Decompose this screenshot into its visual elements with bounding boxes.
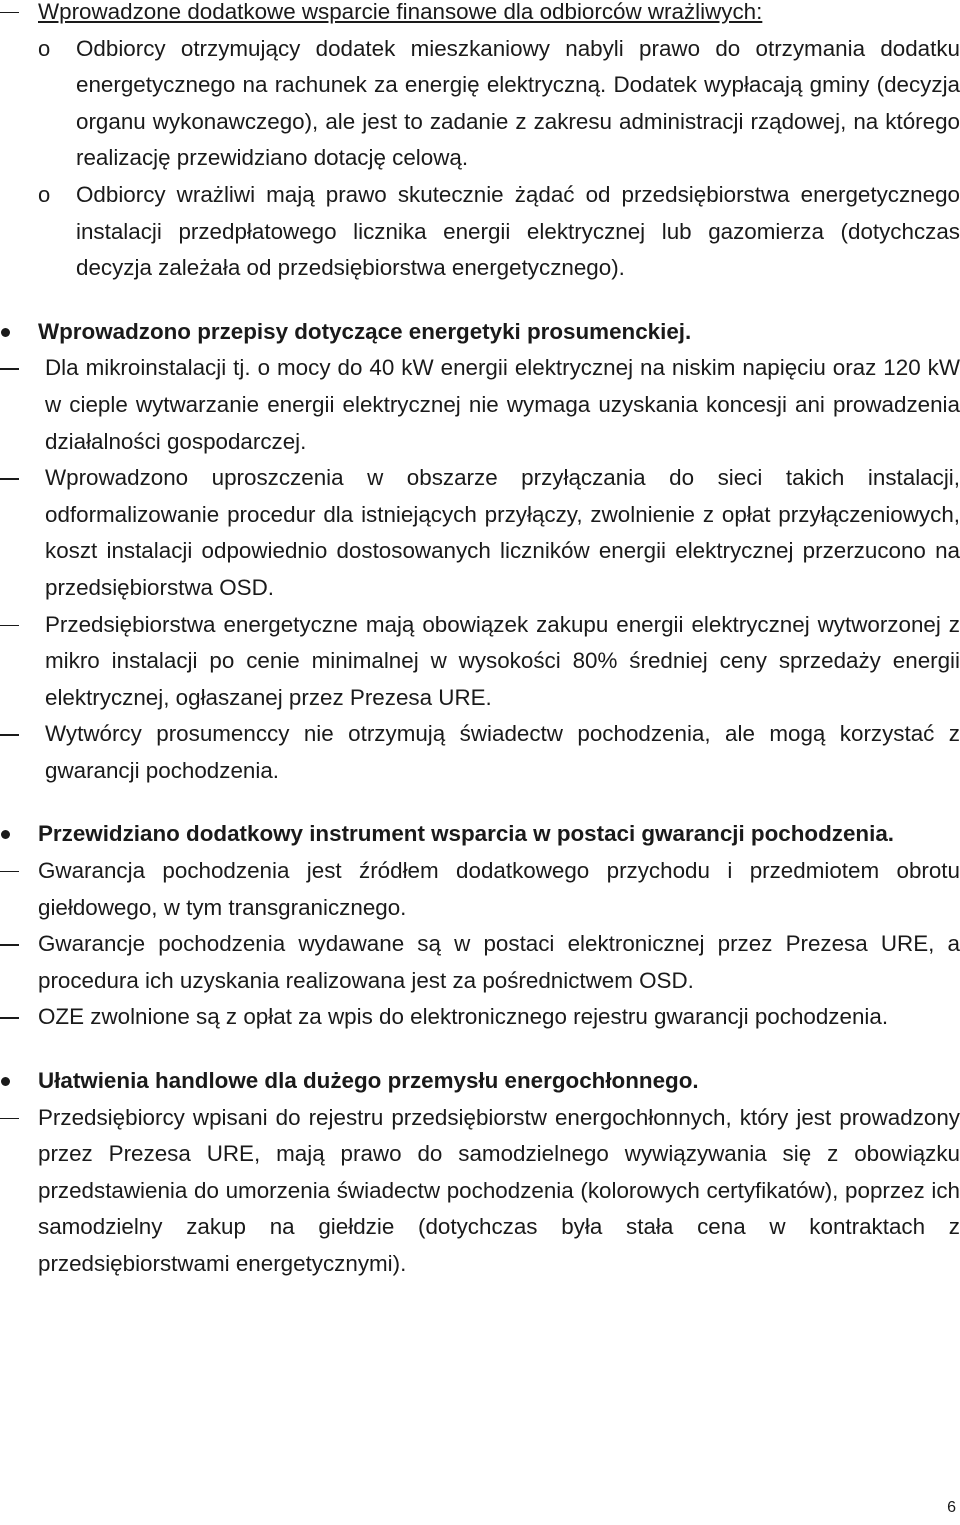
section2-heading-item (0, 314, 960, 351)
section2-heading: Wprowadzono przepisy dotyczące energetyki prosumenckiej. (38, 318, 692, 344)
list-item-text: Przedsiębiorstwa energetyczne mają obowiązek zakupu energii elektrycznej wytworzonej z mikro instalacji po cenie minimalnej w wysokości 80% średniej ceny sprzedaży energii elektrycznej, ogłaszanej przez Prezesa URE. (45, 611, 960, 710)
round-bullet-icon (0, 1063, 30, 1100)
list-item-text: Gwarancja pochodzenia jest źródłem dodatkowego przychodu i przedmiotem obrotu giełdowego, w tym transgranicznego. (38, 858, 960, 920)
page-number: 6 (947, 1499, 956, 1516)
section4-list-item (0, 1100, 960, 1283)
section1-subitem (0, 177, 960, 287)
list-item-text: Przedsiębiorcy wpisani do rejestru przedsiębiorstw energochłonnych, który jest prowadzony przez Prezesa URE, mają prawo do samodzielnego wywiązywania się z obowiązku przedstawienia do umorzenia świadectw pochodzenia (kolorowych certyfikatów), poprzez ich samodzielny zakup na giełdzie (dotychczas była stała cena w kontraktach z przedsiębiorstwami energetycznymi). (38, 1104, 960, 1276)
section2-list-item (0, 460, 960, 606)
section1-intro-item (0, 0, 960, 31)
dash-bullet-icon (0, 1100, 30, 1137)
dash-bullet-icon (0, 853, 30, 890)
section1-subitem (0, 31, 960, 177)
dash-bullet-icon (0, 926, 30, 963)
dash-bullet-icon (0, 350, 30, 387)
dash-bullet-icon (0, 0, 30, 31)
list-item-text: Wprowadzono uproszczenia w obszarze przyłączania do sieci takich instalacji, odformalizowanie procedur dla istniejących przyłączy, zwolnienie z opłat przyłączeniowych, koszt instalacji odpowiednio dostosowanych liczników energii elektrycznej przerzucono na przedsiębiorstwa OSD. (45, 465, 960, 600)
dash-bullet-icon (0, 460, 30, 497)
dash-bullet-icon (0, 607, 30, 644)
section3-heading-item (0, 816, 960, 853)
subitem-text: Odbiorcy otrzymujący dodatek mieszkaniowy nabyli prawo do otrzymania dodatku energetycznego na rachunek za energię elektryczną. Dodatek wypłacają gminy (decyzja organu wykonawczego), ale jest to zadanie z zakresu administracji rządowej, na którego realizację przewidziano dotację celową. (76, 35, 960, 171)
section4-heading: Ułatwienia handlowe dla dużego przemysłu energochłonnego. (38, 1068, 699, 1094)
o-bullet-icon: o (38, 181, 51, 207)
section1-intro: Wprowadzone dodatkowe wsparcie finansowe dla odbiorców wrażliwych: (38, 0, 763, 24)
round-bullet-icon (0, 816, 30, 853)
o-bullet-icon: o (38, 35, 51, 61)
list-item-text: Wytwórcy prosumenccy nie otrzymują świadectw pochodzenia, ale mogą korzystać z gwarancji pochodzenia. (45, 721, 960, 783)
round-bullet-icon (0, 314, 30, 351)
list-item-text: Dla mikroinstalacji tj. o mocy do 40 kW energii elektrycznej na niskim napięciu oraz 120 kW w cieple wytwarzanie energii elektrycznej nie wymaga uzyskania koncesji ani prowadzenia działalności gospodarczej. (45, 355, 960, 454)
section3-list-item (0, 999, 960, 1036)
section2-list-item (0, 350, 960, 460)
section4-heading-item (0, 1063, 960, 1100)
list-item-text: Gwarancje pochodzenia wydawane są w postaci elektronicznej przez Prezesa URE, a procedura ich uzyskania realizowana jest za pośrednictwem OSD. (38, 931, 960, 993)
section2-list-item (0, 716, 960, 789)
subitem-text: Odbiorcy wrażliwi mają prawo skutecznie żądać od przedsiębiorstwa energetycznego instalacji przedpłatowego licznika energii elektrycznej lub gazomierza (dotychczas decyzja zależała od przedsiębiorstwa energetycznego). (76, 181, 960, 281)
list-item-text: OZE zwolnione są z opłat za wpis do elektronicznego rejestru gwarancji pochodzenia. (38, 1004, 889, 1030)
section3-heading: Przewidziano dodatkowy instrument wsparcia w postaci gwarancji pochodzenia. (38, 821, 894, 847)
dash-bullet-icon (0, 716, 30, 753)
section3-list-item (0, 926, 960, 999)
section2-list-item (0, 607, 960, 717)
section3-list-item (0, 853, 960, 926)
dash-bullet-icon (0, 999, 30, 1036)
